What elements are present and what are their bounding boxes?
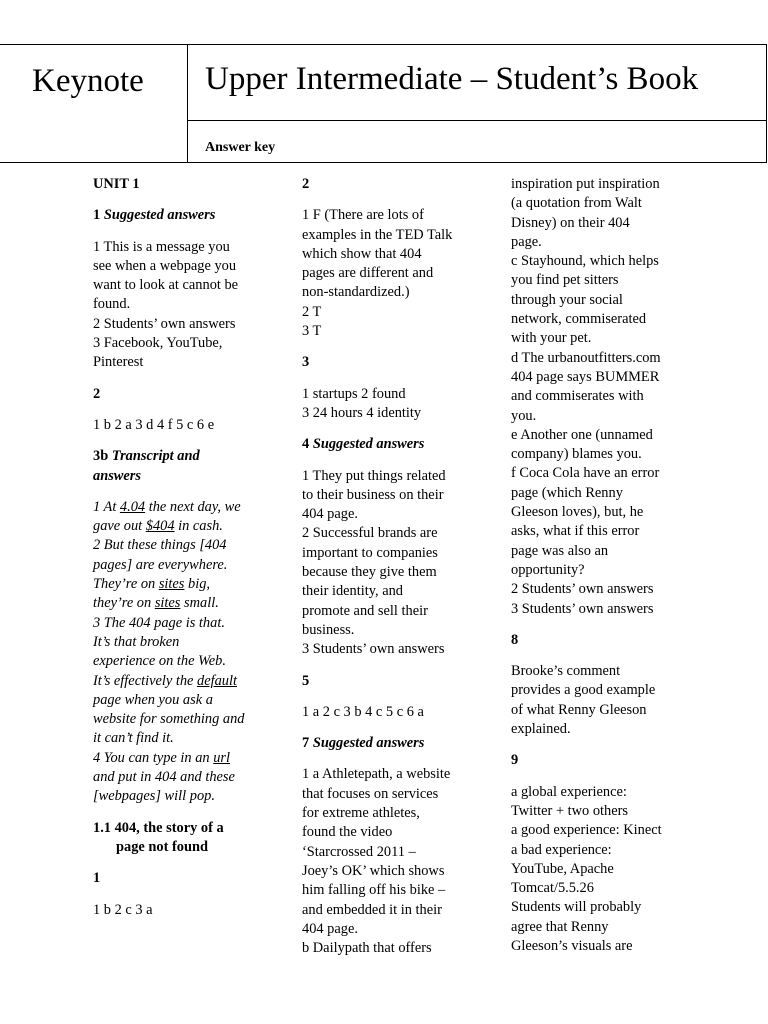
book-title: Upper Intermediate – Student’s Book xyxy=(205,61,699,97)
q4-answers: 1 They put things related to their business on their 404 page. 2 Successful brands are important to companies because they give them their identity, and promote and sell their business. 3 Students’ own answers xyxy=(302,467,446,658)
q3-answers: 1 startups 2 found 3 24 hours 4 identity xyxy=(302,385,422,421)
brand-name: Keynote xyxy=(32,63,144,99)
q3-heading: 3 xyxy=(302,354,310,371)
column-1 xyxy=(93,175,265,932)
q9-answers: a global experience: Twitter + two others a good experience: Kinect a bad experience: YouTube, Apache Tomcat/5.5.26 Students will probably agree that Renny Gleeson’s visuals are xyxy=(511,783,662,954)
column-3 xyxy=(511,175,703,968)
q2-heading: 2 xyxy=(302,176,310,192)
q1-heading: 1 Suggested answers xyxy=(93,207,216,224)
q7-answers-continued: inspiration put inspiration (a quotation from Walt Disney) on their 404 page. c Stayhound, which helps you find pet sitters through your social network, commiserated with your pet. d The urbanoutfitters.com 404 page says BUMMER and commiserates with you. e Another one (unnamed company) blames you. f Coca Cola have an error page (which Renny Gleeson loves), but, he asks, what if this error page was also an opportunity? 2 Students’ own answers 3 Students’ own answers xyxy=(511,176,661,617)
q4-heading: 4 Suggested answers xyxy=(302,436,425,453)
q7-heading: 7 Suggested answers xyxy=(302,735,425,752)
unit-heading: UNIT 1 xyxy=(93,176,140,192)
q8-heading: 8 xyxy=(511,631,519,648)
q5-answers: 1 a 2 c 3 b 4 c 5 c 6 a xyxy=(302,703,424,720)
s11-q1-heading: 1 xyxy=(93,870,101,887)
header-divider-vertical xyxy=(187,45,188,163)
section-label: Answer key xyxy=(205,140,276,155)
section-1-1-heading: 1.1 404, the story of a page not found xyxy=(93,819,224,855)
column-2 xyxy=(302,175,474,970)
q2-answers: 1 F (There are lots of examples in the TED Talk which show that 404 pages are different and non-standardized.) 2 T 3 T xyxy=(302,207,453,340)
q3b-heading: 3b Transcript and answers xyxy=(93,448,200,484)
q1-answers: 1 This is a message you see when a webpage you want to look at cannot be found. 2 Students’ own answers 3 Facebook, YouTube, Pinterest xyxy=(93,238,239,371)
q3b-transcript: 1 At 4.04 the next day, we gave out $404 in cash. 2 But these things [404 pages] are everywhere. They’re on sites big, they’re on sites small. 3 The 404 page is that. It’s that broken experience on the Web. It’s effectively the default page when you ask a website for something and it can’t find it. 4 You can type in an url and put in 404 and these [webpages] will pop. xyxy=(93,498,245,805)
header-box xyxy=(0,44,767,163)
q2-answers: 1 b 2 a 3 d 4 f 5 c 6 e xyxy=(93,416,215,433)
header-divider-horizontal xyxy=(187,120,766,121)
s11-q1-answers: 1 b 2 c 3 a xyxy=(93,901,153,918)
q2-heading: 2 xyxy=(93,385,101,402)
q9-heading: 9 xyxy=(511,752,519,769)
q5-heading: 5 xyxy=(302,672,310,689)
q8-answers: Brooke’s comment provides a good example of what Renny Gleeson explained. xyxy=(511,663,656,738)
q7-answers: 1 a Athletepath, a website that focuses on services for extreme athletes, found the video ‘Starcrossed 2011 – Joey’s OK’ which shows him falling off his bike – and embedded it in their 404 page. b Dailypath that offers xyxy=(302,766,451,957)
